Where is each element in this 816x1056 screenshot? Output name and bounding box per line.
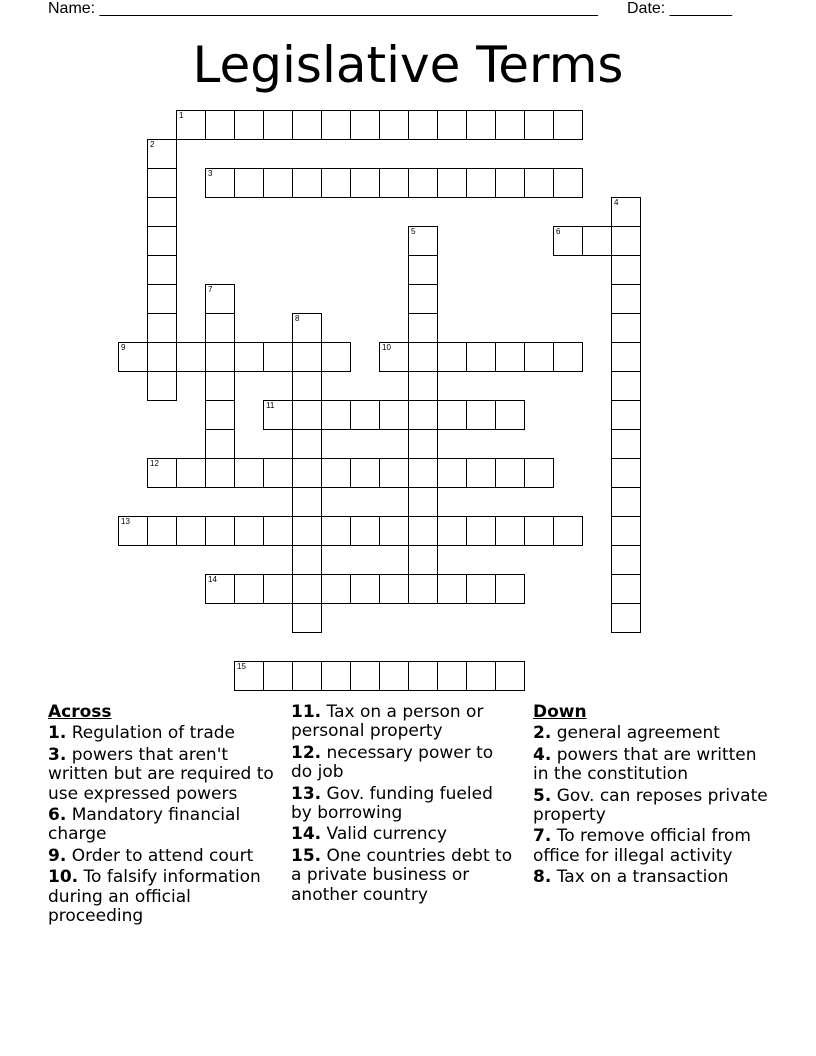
crossword-cell[interactable] [321,168,351,198]
crossword-cell[interactable] [263,342,293,372]
clue-item-text: One countries debt to a private business or another country [291,845,513,905]
crossword-cell[interactable] [466,110,496,140]
crossword-cell[interactable] [408,110,438,140]
clue-item-number: 2. [533,723,552,744]
crossword-cell[interactable] [437,574,467,604]
crossword-cell[interactable] [205,313,235,343]
crossword-cell[interactable] [466,458,496,488]
crossword-cell[interactable] [379,516,409,546]
crossword-cell[interactable] [292,545,322,575]
crossword-cell[interactable] [205,574,235,604]
crossword-cell[interactable] [205,458,235,488]
clue-number: 15 [237,662,246,671]
clue-item-text: Gov. can reposes private property [533,785,768,826]
clue-item-text: Valid currency [321,824,447,845]
clue-item-text: necessary power to do job [291,742,494,783]
clue-number: 8 [295,314,300,323]
crossword-cell[interactable] [234,342,264,372]
clue-item-number: 9. [48,845,67,866]
crossword-cell[interactable] [495,516,525,546]
crossword-cell[interactable] [292,458,322,488]
clue-number: 2 [150,140,155,149]
clue-item [291,847,516,905]
clue-item-text: To falsify information during an official proceeding [48,867,261,927]
crossword-cell[interactable] [350,574,380,604]
crossword-cell[interactable] [147,458,177,488]
crossword-cell[interactable] [495,342,525,372]
crossword-cell[interactable] [350,661,380,691]
crossword-cell[interactable] [292,110,322,140]
crossword-cell[interactable] [292,516,322,546]
crossword-cell[interactable] [408,168,438,198]
crossword-cell[interactable] [408,545,438,575]
crossword-cell[interactable] [292,313,322,343]
clue-item-text: Regulation of trade [66,723,235,744]
crossword-cell[interactable] [263,110,293,140]
crossword-cell[interactable] [408,574,438,604]
clues-down-column [533,703,768,890]
crossword-cell[interactable] [379,342,409,372]
crossword-cell[interactable] [147,226,177,256]
crossword-cell[interactable] [263,458,293,488]
crossword-cell[interactable] [234,574,264,604]
crossword-cell[interactable] [408,371,438,401]
crossword-cell[interactable] [408,516,438,546]
crossword-cell[interactable] [379,400,409,430]
crossword-cell[interactable] [466,661,496,691]
crossword-cell[interactable] [408,661,438,691]
crossword-cell[interactable] [118,516,148,546]
crossword-cell[interactable] [437,661,467,691]
crossword-cell[interactable] [292,371,322,401]
crossword-cell[interactable] [379,110,409,140]
clue-item-number: 12. [291,742,322,763]
clue-item-number: 1. [48,723,67,744]
crossword-cell[interactable] [524,168,554,198]
crossword-cell[interactable] [205,400,235,430]
clue-item [533,827,768,866]
clue-item [48,847,278,866]
crossword-cell[interactable] [205,168,235,198]
crossword-cell[interactable] [321,661,351,691]
crossword-cell[interactable] [263,574,293,604]
crossword-cell[interactable] [495,110,525,140]
clue-number: 13 [121,517,130,526]
clue-item-text: Tax on a person or personal property [291,702,484,742]
crossword-cell[interactable] [611,429,641,459]
crossword-cell[interactable] [524,458,554,488]
crossword-cell[interactable] [321,458,351,488]
crossword-cell[interactable] [611,603,641,633]
crossword-cell[interactable] [118,342,148,372]
crossword-cell[interactable] [321,400,351,430]
clue-item [291,703,516,742]
crossword-cell[interactable] [321,516,351,546]
crossword-cell[interactable] [408,429,438,459]
crossword-cell[interactable] [205,516,235,546]
crossword-cell[interactable] [437,342,467,372]
clue-item-number: 15. [291,845,322,866]
crossword-cell[interactable] [408,255,438,285]
crossword-cell[interactable] [437,516,467,546]
crossword-cell[interactable] [495,574,525,604]
clue-number: 5 [411,227,416,236]
clue-item-text: powers that aren't written but are required to use expressed powers [48,744,274,804]
crossword-cell[interactable] [350,168,380,198]
crossword-cell[interactable] [176,342,206,372]
crossword-cell[interactable] [147,284,177,314]
clue-item-number: 10. [48,867,79,888]
clue-item [48,746,278,804]
clue-item-text: Gov. funding fueled by borrowing [291,783,493,824]
clue-item [533,746,768,785]
clue-item [291,744,516,783]
crossword-cell[interactable] [495,661,525,691]
clue-number: 6 [556,227,561,236]
crossword-cell[interactable] [437,400,467,430]
crossword-cell[interactable] [292,342,322,372]
crossword-cell[interactable] [408,458,438,488]
crossword-cell[interactable] [292,574,322,604]
crossword-cell[interactable] [147,313,177,343]
clues-across-column [48,703,278,928]
clue-item [533,787,768,826]
clue-item-text: Order to attend court [66,845,254,866]
crossword-cell[interactable] [292,168,322,198]
crossword-cell[interactable] [495,168,525,198]
crossword-cell[interactable] [292,429,322,459]
clue-item-number: 11. [291,702,322,722]
clue-item-number: 4. [533,744,552,765]
crossword-cell[interactable] [205,342,235,372]
crossword-cell[interactable] [611,313,641,343]
clue-number: 9 [121,343,126,352]
clue-item-text: Tax on a transaction [551,867,729,888]
crossword-cell[interactable] [147,168,177,198]
crossword-cell[interactable] [466,516,496,546]
crossword-cell[interactable] [234,516,264,546]
clue-item-number: 8. [533,867,552,888]
crossword-cell[interactable] [147,516,177,546]
crossword-cell[interactable] [611,574,641,604]
crossword-cell[interactable] [466,168,496,198]
crossword-cell[interactable] [176,458,206,488]
crossword-cell[interactable] [408,487,438,517]
crossword-cell[interactable] [553,516,583,546]
crossword-cell[interactable] [437,110,467,140]
clue-item-text: powers that are written in the constitution [533,744,757,785]
page-title: Legislative Terms [192,36,624,94]
crossword-cell[interactable] [582,226,612,256]
crossword-cell[interactable] [466,574,496,604]
crossword-cell[interactable] [263,400,293,430]
crossword-cell[interactable] [292,661,322,691]
crossword-cell[interactable] [234,110,264,140]
crossword-cell[interactable] [611,371,641,401]
crossword-cell[interactable] [408,400,438,430]
crossword-cell[interactable] [611,284,641,314]
clue-number: 4 [614,198,619,207]
clues-across-continued-column [291,703,516,907]
crossword-cell[interactable] [321,110,351,140]
crossword-cell[interactable] [234,661,264,691]
crossword-cell[interactable] [408,313,438,343]
clue-item [291,825,516,844]
crossword-cell[interactable] [205,371,235,401]
crossword-cell[interactable] [205,429,235,459]
crossword-cell[interactable] [466,342,496,372]
clue-number: 11 [266,401,275,410]
clue-item [533,724,768,743]
clue-item [48,868,278,926]
crossword-cell[interactable] [350,110,380,140]
clue-number: 14 [208,575,217,584]
crossword-cell[interactable] [437,458,467,488]
clue-item-number: 14. [291,824,322,845]
clue-item [48,724,278,743]
crossword-cell[interactable] [553,168,583,198]
clue-number: 12 [150,459,159,468]
crossword-cell[interactable] [292,487,322,517]
crossword-cell[interactable] [350,516,380,546]
crossword-cell[interactable] [611,545,641,575]
clue-item-text: general agreement [551,723,720,744]
clue-item [533,868,768,887]
crossword-cell[interactable] [147,139,177,169]
crossword-cell[interactable] [234,168,264,198]
crossword-cell[interactable] [350,458,380,488]
clue-item-number: 5. [533,785,552,806]
clue-number: 1 [179,111,184,120]
crossword-cell[interactable] [147,255,177,285]
name-field[interactable]: Name: ________________________________________________________ [48,0,598,17]
clue-item-number: 6. [48,805,67,826]
clue-item-number: 13. [291,783,322,804]
crossword-cell[interactable] [292,400,322,430]
crossword-cell[interactable] [611,342,641,372]
crossword-cell[interactable] [147,371,177,401]
crossword-cell[interactable] [350,400,380,430]
crossword-cell[interactable] [147,342,177,372]
crossword-cell[interactable] [524,516,554,546]
crossword-cell[interactable] [524,110,554,140]
crossword-cell[interactable] [611,487,641,517]
crossword-cell[interactable] [321,342,351,372]
crossword-cell[interactable] [176,516,206,546]
crossword-cell[interactable] [292,603,322,633]
crossword-cell[interactable] [611,458,641,488]
crossword-cell[interactable] [379,661,409,691]
clue-number: 7 [208,285,213,294]
crossword-cell[interactable] [524,342,554,372]
clue-item-number: 7. [533,826,552,847]
crossword-cell[interactable] [553,226,583,256]
clue-item [48,806,278,845]
crossword-cell[interactable] [553,110,583,140]
clue-item-number: 3. [48,744,67,765]
crossword-cell[interactable] [611,400,641,430]
crossword-cell[interactable] [553,342,583,372]
crossword-cell[interactable] [379,168,409,198]
crossword-cell[interactable] [205,110,235,140]
clue-number: 10 [382,343,391,352]
crossword-cell[interactable] [611,226,641,256]
crossword-cell[interactable] [408,226,438,256]
crossword-cell[interactable] [611,516,641,546]
crossword-cell[interactable] [437,168,467,198]
crossword-cell[interactable] [466,400,496,430]
crossword-cell[interactable] [495,458,525,488]
across-heading: Across [48,702,112,722]
crossword-cell[interactable] [379,458,409,488]
crossword-cell[interactable] [321,574,351,604]
date-field[interactable]: Date: _______ [627,0,732,17]
down-heading: Down [533,702,587,722]
crossword-cell[interactable] [379,574,409,604]
crossword-cell[interactable] [408,342,438,372]
crossword-cell[interactable] [611,255,641,285]
clue-item-text: To remove official from office for illegal activity [533,826,751,866]
clue-item-text: Mandatory financial charge [48,805,241,845]
crossword-cell[interactable] [611,197,641,227]
crossword-cell[interactable] [263,661,293,691]
crossword-cell[interactable] [263,168,293,198]
crossword-cell[interactable] [147,197,177,227]
crossword-cell[interactable] [205,284,235,314]
crossword-cell[interactable] [408,284,438,314]
crossword-cell[interactable] [234,458,264,488]
clue-item [291,785,516,824]
crossword-cell[interactable] [495,400,525,430]
crossword-cell[interactable] [263,516,293,546]
clue-number: 3 [208,169,213,178]
crossword-cell[interactable] [176,110,206,140]
